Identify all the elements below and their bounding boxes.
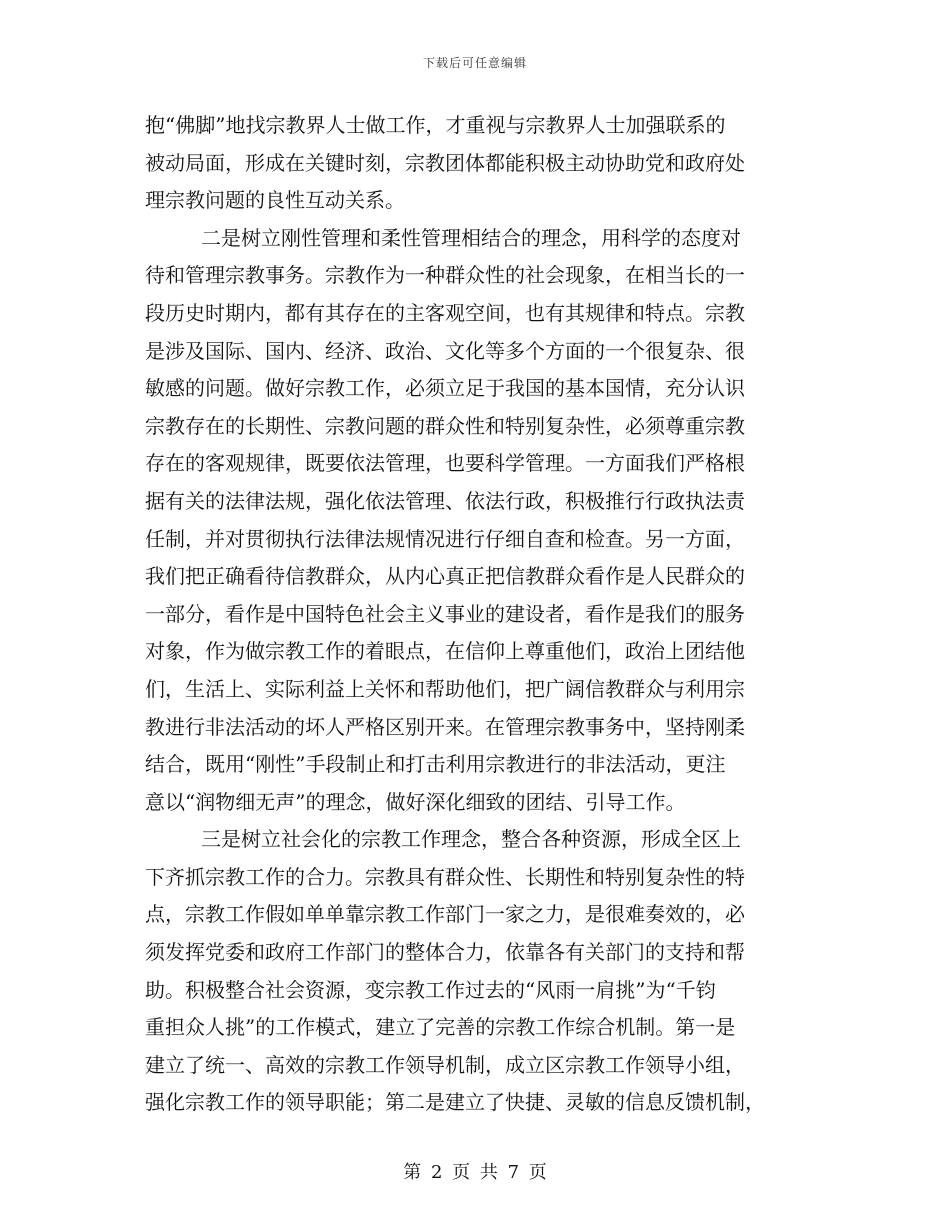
text-line: 强化宗教工作的领导职能；第二是建立了快捷、灵敏的信息反馈机制， [145, 1090, 765, 1115]
text-line: 抱“佛脚”地找宗教界人士做工作，才重视与宗教界人士加强联系的 [145, 113, 726, 137]
text-line: 建立了统一、高效的宗教工作领导机制，成立区宗教工作领导小组， [145, 1052, 745, 1077]
text-line: 待和管理宗教事务。宗教作为一种群众性的社会现象，在相当长的一 [145, 263, 745, 288]
text-line: 段历史时期内，都有其存在的主客观空间，也有其规律和特点。宗教 [145, 300, 745, 325]
text-line: 下齐抓宗教工作的合力。宗教具有群众性、长期性和特别复杂性的特 [145, 864, 745, 889]
document-body [145, 107, 805, 1122]
text-line: 们，生活上、实际利益上关怀和帮助他们，把广阔信教群众与利用宗 [145, 676, 745, 701]
text-line: 教进行非法活动的坏人严格区别开来。在管理宗教事务中，坚持刚柔 [145, 714, 745, 739]
paragraph-start-line: 三是树立社会化的宗教工作理念，整合各种资源，形成全区上 [201, 827, 741, 852]
text-line: 助。积极整合社会资源，变宗教工作过去的“风雨一肩挑”为“千钧 [145, 977, 716, 1002]
paragraph-start-line: 二是树立刚性管理和柔性管理相结合的理念，用科学的态度对 [201, 225, 741, 250]
text-line: 意以“润物细无声”的理念，做好深化细致的团结、引导工作。 [145, 789, 686, 814]
text-line: 点，宗教工作假如单单靠宗教工作部门一家之力，是很难奏效的，必 [145, 902, 745, 927]
text-line: 存在的客观规律，既要依法管理，也要科学管理。一方面我们严格根 [145, 451, 745, 476]
text-line: 被动局面，形成在关键时刻，宗教团体都能积极主动协助党和政府处 [145, 150, 745, 175]
text-line: 结合，既用“刚性”手段制止和打击利用宗教进行的非法活动，更注 [145, 752, 726, 777]
text-line: 对象，作为做宗教工作的着眼点，在信仰上尊重他们，政治上团结他 [145, 639, 745, 664]
text-line: 是涉及国际、国内、经济、政治、文化等多个方面的一个很复杂、很 [145, 338, 745, 363]
text-line: 任制，并对贯彻执行法律法规情况进行仔细自查和检查。另一方面， [145, 526, 745, 551]
text-line: 宗教存在的长期性、宗教问题的群众性和特别复杂性，必须尊重宗教 [145, 413, 745, 438]
text-line: 我们把正确看待信教群众，从内心真正把信教群众看作是人民群众的 [145, 564, 745, 589]
page-number-footer: 第 2 页 共 7 页 [403, 1162, 547, 1183]
text-line: 重担众人挑”的工作模式，建立了完善的宗教工作综合机制。第一是 [145, 1015, 736, 1040]
text-line: 理宗教问题的良性互动关系。 [145, 188, 405, 213]
text-line: 敏感的问题。做好宗教工作，必须立足于我国的基本国情，充分认识 [145, 376, 745, 401]
text-line: 须发挥党委和政府工作部门的整体合力，依靠各有关部门的支持和帮 [145, 940, 745, 965]
text-line: 据有关的法律法规，强化依法管理、依法行政，积极推行行政执法责 [145, 488, 745, 513]
header-note: 下载后可任意编辑 [422, 56, 527, 70]
text-line: 一部分，看作是中国特色社会主义事业的建设者，看作是我们的服务 [145, 601, 745, 626]
